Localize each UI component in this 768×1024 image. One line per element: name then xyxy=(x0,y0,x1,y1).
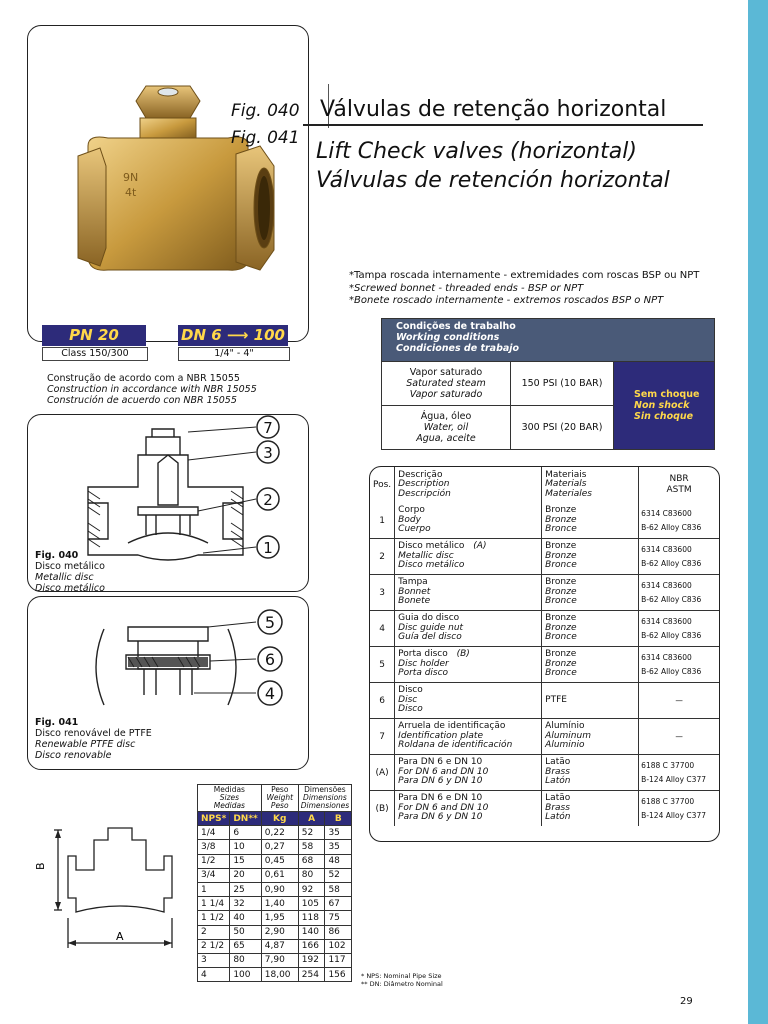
dims-cell-kg: 1,95 xyxy=(261,911,298,925)
desc-pt-text: Arruela de identificação xyxy=(398,721,506,732)
mat-en: Bronze xyxy=(545,586,577,597)
side-accent-bar xyxy=(748,0,768,1024)
dims-cell-b: 117 xyxy=(325,953,352,967)
callout-2: 2 xyxy=(263,491,273,509)
material-pos: (B) xyxy=(370,791,395,827)
dims-cell-kg: 0,61 xyxy=(261,868,298,882)
desc-en: Disc holder xyxy=(398,658,449,669)
material-row xyxy=(370,611,719,647)
material-row xyxy=(370,503,719,539)
material-description xyxy=(395,611,542,647)
dn-range-label: 1/4" - 4" xyxy=(178,347,290,361)
dims-row xyxy=(198,854,352,868)
dims-cell-dn: 40 xyxy=(230,911,261,925)
dims-cell-dn: 6 xyxy=(230,826,261,840)
dims-column-header-row xyxy=(198,812,352,826)
material-name xyxy=(542,647,639,683)
mat-en: Brass xyxy=(545,802,570,813)
media-water-pt: Água, óleo xyxy=(420,411,472,422)
desc-pt-text: Porta disco xyxy=(398,649,448,660)
desc-es: Roldana de identificación xyxy=(398,740,513,751)
material-row xyxy=(370,791,719,827)
dims-row xyxy=(198,897,352,911)
media-steam-en: Saturated steam xyxy=(406,378,486,389)
material-description xyxy=(395,791,542,827)
dims-es: Dimensiones xyxy=(300,801,350,810)
pn-class-label: Class 150/300 xyxy=(42,347,148,361)
col-desc-pt: Descrição xyxy=(398,469,443,480)
dn-badge: DN 6 ⟶ 100 xyxy=(178,325,288,346)
dims-cell-kg: 2,90 xyxy=(261,925,298,939)
sizes-pt: Medidas xyxy=(213,785,245,794)
dims-cell-a: 58 xyxy=(298,840,325,854)
dims-cell-dn: 32 xyxy=(230,897,261,911)
dims-row xyxy=(198,953,352,967)
dims-cell-a: 166 xyxy=(298,939,325,953)
title-underline xyxy=(303,124,703,126)
col-dn: DN** xyxy=(230,812,261,826)
material-description xyxy=(395,647,542,683)
pressure-water-oil: 300 PSI (20 BAR) xyxy=(511,406,614,450)
std-nbr: — xyxy=(675,731,683,741)
footnote-nps: * NPS: Nominal Pipe Size xyxy=(361,972,442,980)
dims-cell-a: 118 xyxy=(298,911,325,925)
desc-en: Body xyxy=(398,514,421,525)
dims-cell-dn: 65 xyxy=(230,939,261,953)
note-es: *Bonete roscado internamente - extremos roscados BSP o NPT xyxy=(349,295,664,306)
title-spanish: Válvulas de retención horizontal xyxy=(316,168,670,193)
mat-pt: Latão xyxy=(545,793,571,804)
fig-041-caption-en: Renewable PTFE disc xyxy=(35,739,136,750)
mat-es: Bronce xyxy=(545,632,577,643)
desc-en: Disc guide nut xyxy=(398,622,464,633)
dims-cell-kg: 18,00 xyxy=(261,968,298,982)
media-steam xyxy=(382,362,511,406)
media-steam-pt: Vapor saturado xyxy=(409,367,483,378)
mat-es: Bronce xyxy=(545,668,577,679)
std-nbr: — xyxy=(675,695,683,705)
col-materials xyxy=(542,467,639,503)
standard-pt: Construção de acordo com a NBR 15055 xyxy=(47,373,240,384)
mat-es: Bronce xyxy=(545,524,577,535)
working-conditions-table xyxy=(381,318,715,450)
dims-row xyxy=(198,968,352,982)
dims-pt: Dimensões xyxy=(304,785,346,794)
material-pos: 6 xyxy=(370,683,395,719)
col-kg: Kg xyxy=(261,812,298,826)
weight-en: Weight xyxy=(266,793,294,802)
dims-cell-dn: 10 xyxy=(230,840,261,854)
dims-cell-nps: 3 xyxy=(198,953,230,967)
footnote-dn: ** DN: Diâmetro Nominal xyxy=(361,980,443,988)
material-name xyxy=(542,755,639,791)
dims-cell-b: 35 xyxy=(325,826,352,840)
callout-6: 6 xyxy=(264,650,276,669)
dims-cell-a: 52 xyxy=(298,826,325,840)
dims-cell-nps: 1 xyxy=(198,882,230,896)
dims-cell-a: 92 xyxy=(298,882,325,896)
dim-b-label: B xyxy=(34,862,47,870)
mat-en: Bronze xyxy=(545,658,577,669)
svg-text:9N: 9N xyxy=(123,171,139,184)
dims-cell-nps: 3/8 xyxy=(198,840,230,854)
dims-cell-nps: 2 1/2 xyxy=(198,939,230,953)
desc-es: Bonete xyxy=(398,596,431,607)
desc-en: Bonnet xyxy=(398,586,431,597)
fig-040-code: Fig. 040 xyxy=(231,101,300,121)
dims-row xyxy=(198,826,352,840)
wc-header-en: Working conditions xyxy=(396,332,500,343)
dims-cell-kg: 7,90 xyxy=(261,953,298,967)
mat-pt: Bronze xyxy=(545,613,577,624)
mat-es: Bronce xyxy=(545,596,577,607)
dims-cell-dn: 20 xyxy=(230,868,261,882)
col-a: A xyxy=(298,812,325,826)
pn-badge: PN 20 xyxy=(42,325,146,346)
media-water-oil xyxy=(382,406,511,450)
mat-pt: Bronze xyxy=(545,577,577,588)
media-water-en: Water, oil xyxy=(423,422,469,433)
sizes-en: Sizes xyxy=(219,793,240,802)
desc-en: Metallic disc xyxy=(398,550,454,561)
std-astm: B-124 Alloy C377 xyxy=(641,774,706,784)
col-standard xyxy=(639,467,719,503)
std-astm: B-62 Alloy C836 xyxy=(641,630,702,640)
dims-cell-b: 48 xyxy=(325,854,352,868)
material-standard xyxy=(639,683,719,719)
material-name xyxy=(542,503,639,539)
mat-en: Bronze xyxy=(545,514,577,525)
dims-cell-nps: 2 xyxy=(198,925,230,939)
dims-cell-a: 68 xyxy=(298,854,325,868)
mat-pt: Bronze xyxy=(545,649,577,660)
sizes-es: Medidas xyxy=(213,801,245,810)
desc-en: Disc xyxy=(398,694,418,705)
std-nbr: 6314 C83600 xyxy=(641,508,692,518)
dims-cell-a: 80 xyxy=(298,868,325,882)
dims-cell-dn: 15 xyxy=(230,854,261,868)
desc-es: Cuerpo xyxy=(398,524,431,535)
fig-040-caption-es: Disco metálico xyxy=(35,583,105,594)
material-standard xyxy=(639,503,719,539)
dims-cell-kg: 0,90 xyxy=(261,882,298,896)
dims-cell-dn: 50 xyxy=(230,925,261,939)
pressure-steam: 150 PSI (10 BAR) xyxy=(511,362,614,406)
callout-7: 7 xyxy=(263,419,273,437)
dims-cell-dn: 25 xyxy=(230,882,261,896)
col-pos: Pos. xyxy=(370,467,395,503)
mat-es: Aluminio xyxy=(545,740,585,751)
dims-cell-kg: 4,87 xyxy=(261,939,298,953)
material-name xyxy=(542,611,639,647)
dims-cell-b: 156 xyxy=(325,968,352,982)
mat-en: Bronze xyxy=(545,622,577,633)
dims-cell-nps: 1 1/4 xyxy=(198,897,230,911)
material-row xyxy=(370,755,719,791)
material-name xyxy=(542,539,639,575)
dims-cell-nps: 4 xyxy=(198,968,230,982)
wc-header-pt: Condições de trabalho xyxy=(396,321,516,332)
desc-es: Para DN 6 y DN 10 xyxy=(398,776,483,787)
dims-cell-a: 105 xyxy=(298,897,325,911)
note-en: *Screwed bonnet - threaded ends - BSP or NPT xyxy=(349,282,584,294)
material-description xyxy=(395,683,542,719)
dims-cell-b: 52 xyxy=(325,868,352,882)
dims-cell-b: 86 xyxy=(325,925,352,939)
svg-text:4t: 4t xyxy=(125,186,137,199)
material-name xyxy=(542,719,639,755)
std-nbr: 6314 C83600 xyxy=(641,652,692,662)
material-row xyxy=(370,575,719,611)
material-pos: 5 xyxy=(370,647,395,683)
valve-photo xyxy=(28,26,308,341)
std-nbr: 6188 C 37700 xyxy=(641,796,695,806)
material-description xyxy=(395,503,542,539)
dims-cell-b: 58 xyxy=(325,882,352,896)
material-name xyxy=(542,575,639,611)
dims-head-sizes xyxy=(198,785,262,812)
dims-cell-dn: 80 xyxy=(230,953,261,967)
mat-en: Bronze xyxy=(545,550,577,561)
dims-row xyxy=(198,868,352,882)
material-description xyxy=(395,539,542,575)
dims-cell-nps: 3/4 xyxy=(198,868,230,882)
material-pos: (A) xyxy=(370,755,395,791)
desc-pt xyxy=(398,686,538,696)
fig-041-caption-es: Disco renovable xyxy=(35,750,112,761)
mat-pt: Bronze xyxy=(545,505,577,516)
fig-040-caption-en: Metallic disc xyxy=(35,572,94,583)
desc-pt-text: Corpo xyxy=(398,505,425,516)
mat-en: Aluminum xyxy=(545,730,591,741)
desc-pt-text: Guia do disco xyxy=(398,613,460,624)
dims-cell-a: 140 xyxy=(298,925,325,939)
col-std-astm: ASTM xyxy=(666,485,692,495)
std-nbr: 6314 C83600 xyxy=(641,616,692,626)
material-standard xyxy=(639,539,719,575)
mat-pt: Bronze xyxy=(545,541,577,552)
callout-4: 4 xyxy=(264,684,276,703)
material-pos: 3 xyxy=(370,575,395,611)
fig-041-caption xyxy=(35,717,152,761)
dims-cell-nps: 1 1/2 xyxy=(198,911,230,925)
col-description xyxy=(395,467,542,503)
desc-note: (A) xyxy=(473,541,487,552)
material-row xyxy=(370,719,719,755)
material-description xyxy=(395,719,542,755)
dims-cell-nps: 1/4 xyxy=(198,826,230,840)
dims-cell-kg: 0,45 xyxy=(261,854,298,868)
dims-cell-a: 192 xyxy=(298,953,325,967)
wc-header-es: Condiciones de trabajo xyxy=(396,343,520,354)
connection-notes xyxy=(349,270,744,308)
desc-en: Identification plate xyxy=(398,730,483,741)
page-number: 29 xyxy=(680,996,693,1007)
fig-041-caption-label: Fig. 041 xyxy=(35,717,79,728)
dims-cell-b: 67 xyxy=(325,897,352,911)
dims-row xyxy=(198,939,352,953)
desc-note: (B) xyxy=(456,649,470,660)
standard-en: Construction in accordance with NBR 15055 xyxy=(47,384,257,395)
col-mat-es: Materiales xyxy=(545,488,592,499)
std-astm: B-62 Alloy C836 xyxy=(641,594,702,604)
material-row xyxy=(370,539,719,575)
dims-footnotes xyxy=(361,972,443,988)
material-pos: 1 xyxy=(370,503,395,539)
dimension-drawing xyxy=(28,818,198,956)
col-std-nbr: NBR xyxy=(669,474,689,484)
material-standard xyxy=(639,719,719,755)
material-standard xyxy=(639,791,719,827)
mat-es: Latón xyxy=(545,776,571,787)
mat-en: Brass xyxy=(545,766,570,777)
dim-a-label: A xyxy=(116,930,124,943)
desc-en: For DN 6 and DN 10 xyxy=(398,766,489,777)
desc-es: Disco xyxy=(398,704,423,715)
desc-es: Disco metálico xyxy=(398,560,465,571)
dims-cell-b: 35 xyxy=(325,840,352,854)
dims-cell-b: 75 xyxy=(325,911,352,925)
callout-5: 5 xyxy=(264,613,276,632)
std-nbr: 6188 C 37700 xyxy=(641,760,695,770)
col-mat-en: Materials xyxy=(545,479,587,490)
std-astm: B-62 Alloy C836 xyxy=(641,558,702,568)
dims-cell-nps: 1/2 xyxy=(198,854,230,868)
dims-row xyxy=(198,925,352,939)
col-b: B xyxy=(325,812,352,826)
shock-en: Non shock xyxy=(634,400,690,411)
material-pos: 2 xyxy=(370,539,395,575)
desc-en: For DN 6 and DN 10 xyxy=(398,802,489,813)
dims-cell-kg: 0,22 xyxy=(261,826,298,840)
std-nbr: 6314 C83600 xyxy=(641,544,692,554)
weight-pt: Peso xyxy=(271,785,289,794)
material-row xyxy=(370,647,719,683)
standard-text xyxy=(47,373,257,406)
mat-es: Latón xyxy=(545,812,571,823)
callout-1: 1 xyxy=(263,539,273,557)
fig-041-code: Fig. 041 xyxy=(231,128,300,148)
col-desc-es: Descripción xyxy=(398,488,451,499)
dims-en: Dimensions xyxy=(303,793,347,802)
dims-row xyxy=(198,911,352,925)
std-astm: B-62 Alloy C836 xyxy=(641,522,702,532)
shock-es: Sin choque xyxy=(634,411,694,422)
non-shock-cell xyxy=(614,362,715,450)
desc-es: Guía del disco xyxy=(398,632,462,643)
col-nps: NPS* xyxy=(198,812,230,826)
desc-pt-text: Tampa xyxy=(398,577,428,588)
material-standard xyxy=(639,755,719,791)
callout-3: 3 xyxy=(263,444,273,462)
desc-es: Porta disco xyxy=(398,668,449,679)
dims-cell-kg: 0,27 xyxy=(261,840,298,854)
material-description xyxy=(395,755,542,791)
desc-pt-text: Disco metálico xyxy=(398,541,465,552)
working-conditions-header xyxy=(382,319,715,362)
dims-cell-kg: 1,40 xyxy=(261,897,298,911)
title-portuguese: Válvulas de retenção horizontal xyxy=(320,97,667,122)
material-standard xyxy=(639,575,719,611)
desc-es: Para DN 6 y DN 10 xyxy=(398,812,483,823)
material-pos: 7 xyxy=(370,719,395,755)
material-standard xyxy=(639,611,719,647)
fig-040-caption-pt: Disco metálico xyxy=(35,561,105,572)
material-pos: 4 xyxy=(370,611,395,647)
mat-pt: Alumínio xyxy=(545,721,585,732)
dims-cell-a: 254 xyxy=(298,968,325,982)
dims-cell-dn: 100 xyxy=(230,968,261,982)
product-photo-frame xyxy=(27,25,309,342)
media-water-es: Agua, aceite xyxy=(416,433,476,444)
materials-table-frame xyxy=(369,466,720,842)
dims-cell-b: 102 xyxy=(325,939,352,953)
media-steam-es: Vapor saturado xyxy=(409,389,483,400)
fig-041-caption-pt: Disco renovável de PTFE xyxy=(35,728,152,739)
dims-row xyxy=(198,840,352,854)
material-name xyxy=(542,791,639,827)
material-standard xyxy=(639,647,719,683)
std-astm: B-62 Alloy C836 xyxy=(641,666,702,676)
fig-040-caption-label: Fig. 040 xyxy=(35,550,79,561)
material-name xyxy=(542,683,639,719)
material-row xyxy=(370,683,719,719)
dimensions-table xyxy=(197,784,352,982)
materials-table xyxy=(370,467,719,826)
shock-pt: Sem choque xyxy=(634,389,700,400)
desc-pt-text: Para DN 6 e DN 10 xyxy=(398,793,483,804)
desc-pt-text: Para DN 6 e DN 10 xyxy=(398,757,483,768)
col-desc-en: Description xyxy=(398,479,450,490)
std-nbr: 6314 C83600 xyxy=(641,580,692,590)
desc-pt-text: Disco xyxy=(398,685,423,696)
material-description xyxy=(395,575,542,611)
standard-es: Construción de acuerdo con NBR 15055 xyxy=(47,395,237,406)
fig-040-caption xyxy=(35,550,105,594)
mat-pt: PTFE xyxy=(545,694,567,705)
title-english: Lift Check valves (horizontal) xyxy=(316,139,637,164)
mat-pt: Latão xyxy=(545,757,571,768)
dims-head-weight xyxy=(261,785,298,812)
col-mat-pt: Materiais xyxy=(545,469,587,480)
mat-es: Bronce xyxy=(545,560,577,571)
weight-es: Peso xyxy=(270,801,289,810)
std-astm: B-124 Alloy C377 xyxy=(641,810,706,820)
dims-head-dimensions xyxy=(298,785,351,812)
dims-row xyxy=(198,882,352,896)
note-pt: *Tampa roscada internamente - extremidades com roscas BSP ou NPT xyxy=(349,270,700,281)
